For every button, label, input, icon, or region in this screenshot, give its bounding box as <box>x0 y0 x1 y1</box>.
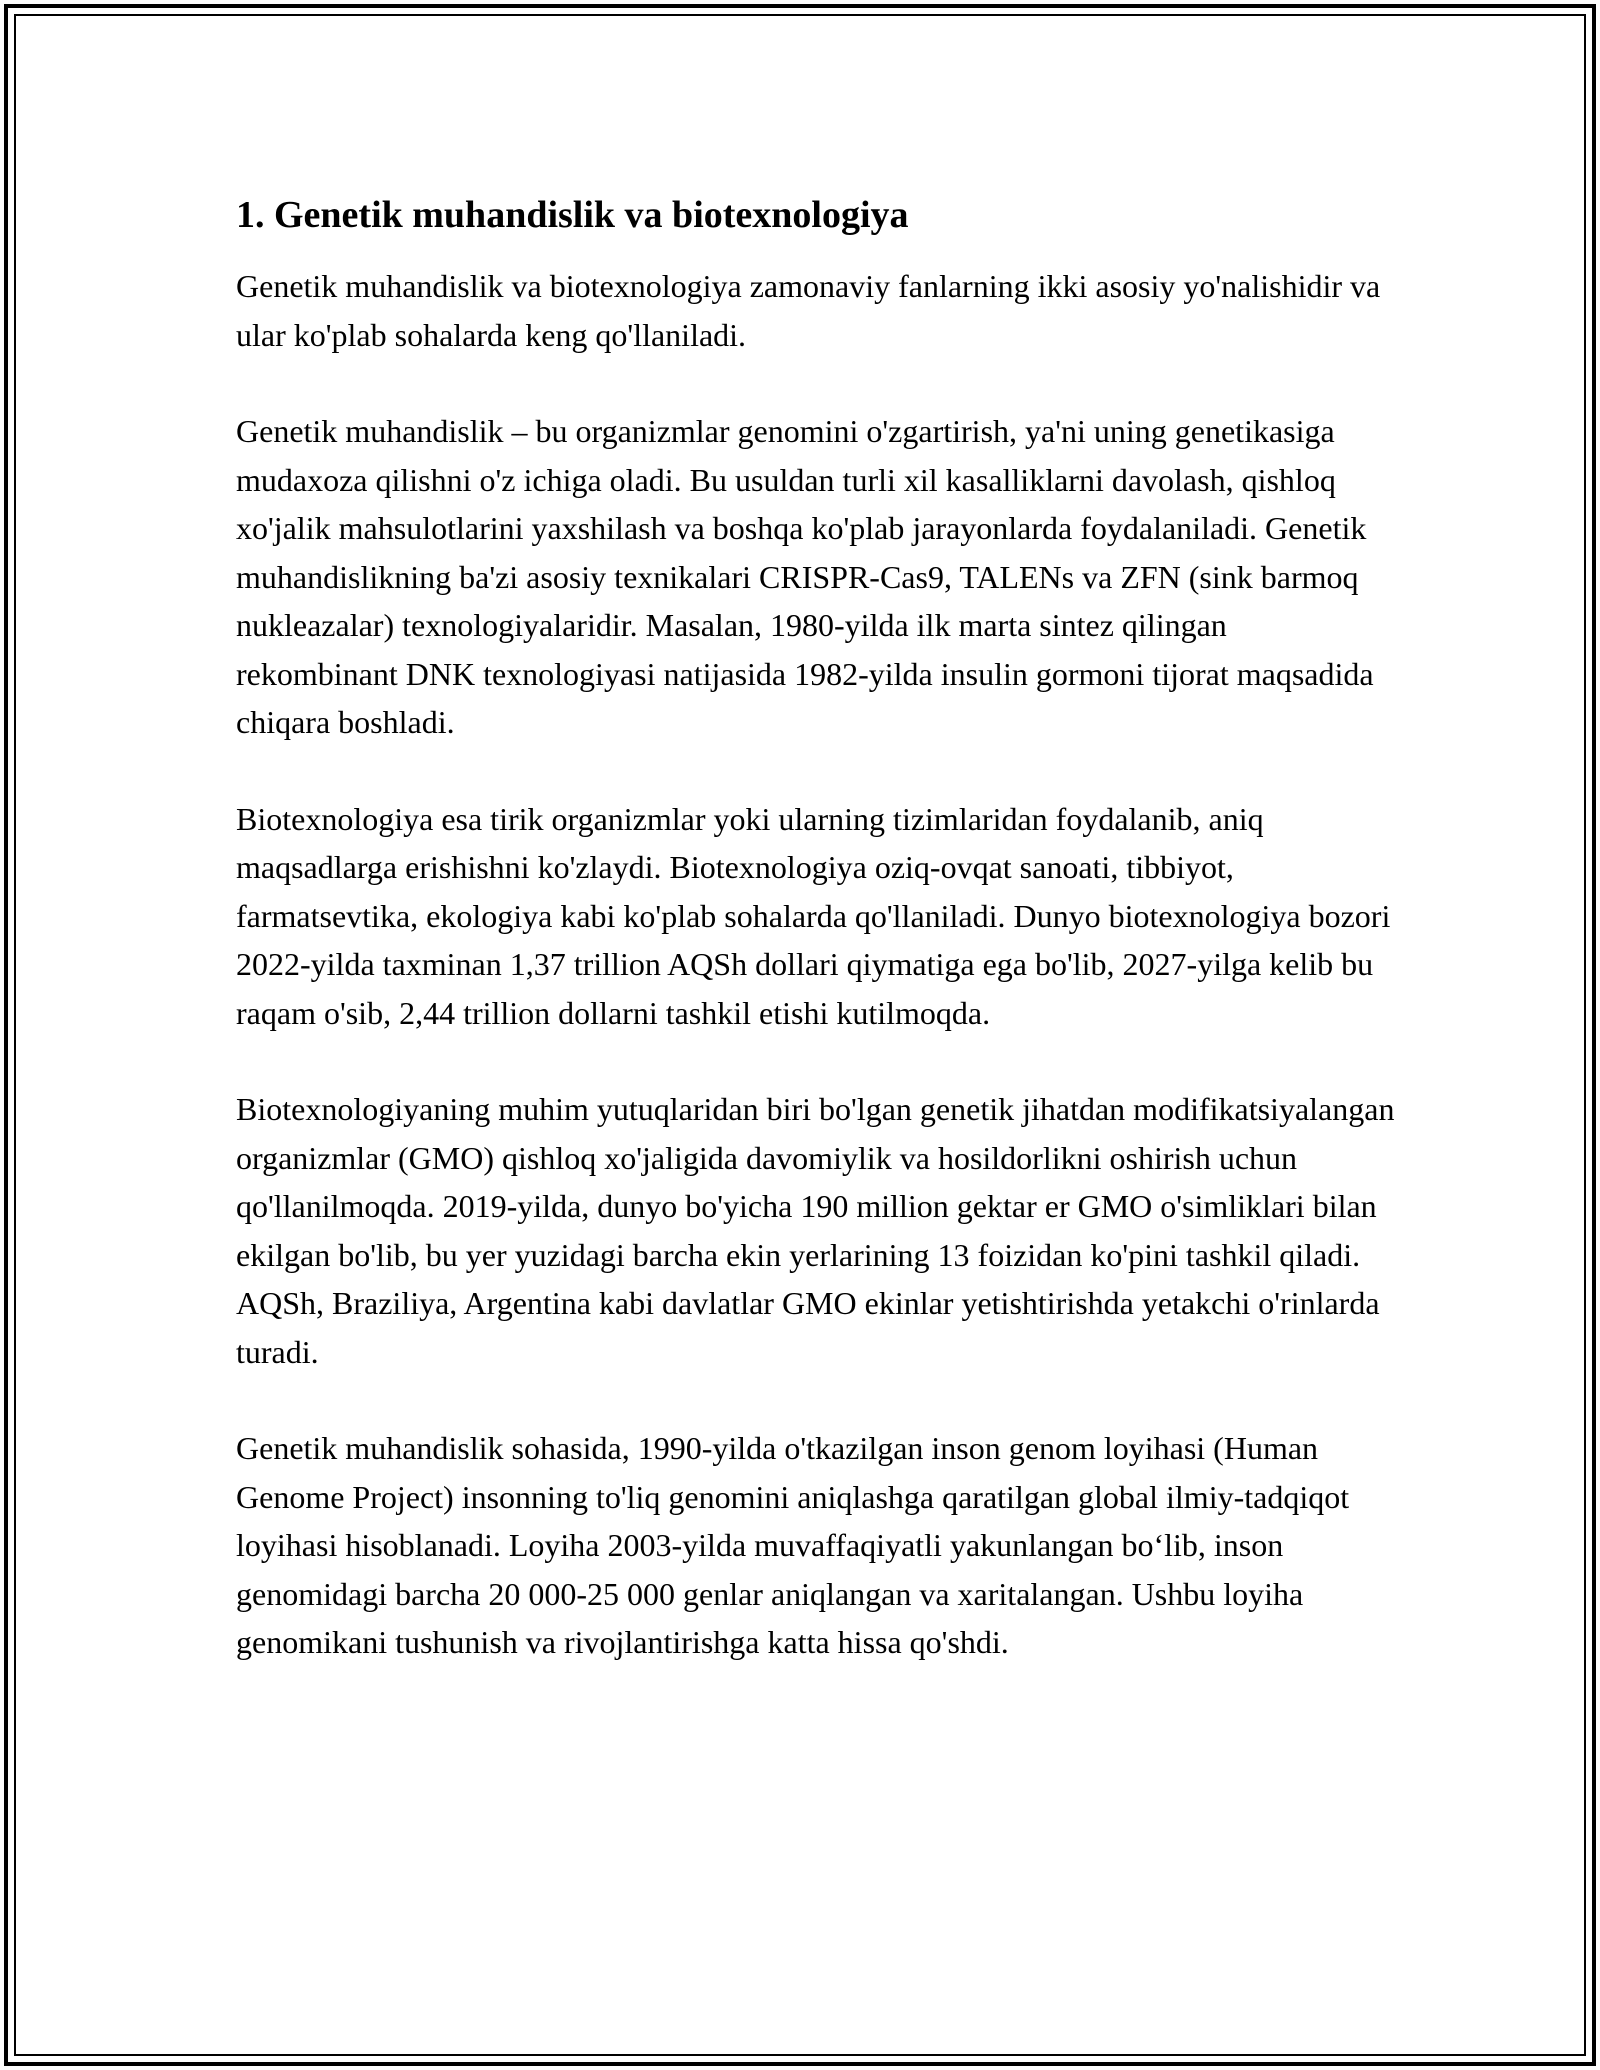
paragraph-intro: Genetik muhandislik va biotexnologiya zamonaviy fanlarning ikki asosiy yo'nalishidir va ular ko'plab sohalarda keng qo'llaniladi. <box>236 268 1381 353</box>
paragraph-biotechnology: Biotexnologiya esa tirik organizmlar yoki ularning tizimlaridan foydalanib, aniq maqsadlarga erishishni ko'zlaydi. Biotexnologiya oziq-ovqat sanoati, tibbiyot, farmatsevtika, ekologiya kabi ko'plab sohalarda qo'llaniladi. Dunyo biotexnologiya bozori 2022-yilda taxminan 1,37 trillion AQSh dollari qiymatiga ega bo'lib, 2027-yilga kelib bu raqam o'sib, 2,44 trillion dollarni tashkil etishi kutilmoqda. <box>236 800 1391 1031</box>
paragraph-gmo: Biotexnologiyaning muhim yutuqlaridan biri bo'lgan genetik jihatdan modifikatsiyalangan organizmlar (GMO) qishloq xo'jaligida davomiylik va hosildorlikni oshirish uchun qo'llanilmoqda. 2019-yilda, dunyo bo'yicha 190 million gektar er GMO o'simliklari bilan ekilgan bo'lib, bu yer yuzidagi barcha ekin yerlarining 13 foizidan ko'pini tashkil qiladi. AQSh, Braziliya, Argentina kabi davlatlar GMO ekinlar yetishtirishda yetakchi o'rinlarda turadi. <box>236 1091 1395 1370</box>
section-heading: 1. Genetik muhandislik va biotexnologiya <box>236 194 909 236</box>
paragraph-human-genome-project: Genetik muhandislik sohasida, 1990-yilda o'tkazilgan inson genom loyihasi (Human Genome Project) insonning to'liq genomini aniqlashga qaratilgan global ilmiy-tadqiqot loyihasi hisoblanadi. Loyiha 2003-yilda muvaffaqiyatli yakunlangan bo‘lib, inson genomidagi barcha 20 000-25 000 genlar aniqlangan va xaritalangan. Ushbu loyiha genomikani tushunish va rivojlantirishga katta hissa qo'shdi. <box>236 1430 1350 1660</box>
document-body <box>236 180 1396 1715</box>
paragraph-genetic-engineering: Genetik muhandislik – bu organizmlar genomini o'zgartirish, ya'ni uning genetikasiga mudaxoza qilishni o'z ichiga oladi. Bu usuldan turli xil kasalliklarni davolash, qishloq xo'jalik mahsulotlarini yaxshilash va boshqa ko'plab jarayonlarda foydalaniladi. Genetik muhandislikning ba'zi asosiy texnikalari CRISPR-Cas9, TALENs va ZFN (sink barmoq nukleazalar) texnologiyalaridir. Masalan, 1980-yilda ilk marta sintez qilingan rekombinant DNK texnologiyasi natijasida 1982-yilda insulin gormoni tijorat maqsadida chiqara boshladi. <box>236 413 1374 740</box>
